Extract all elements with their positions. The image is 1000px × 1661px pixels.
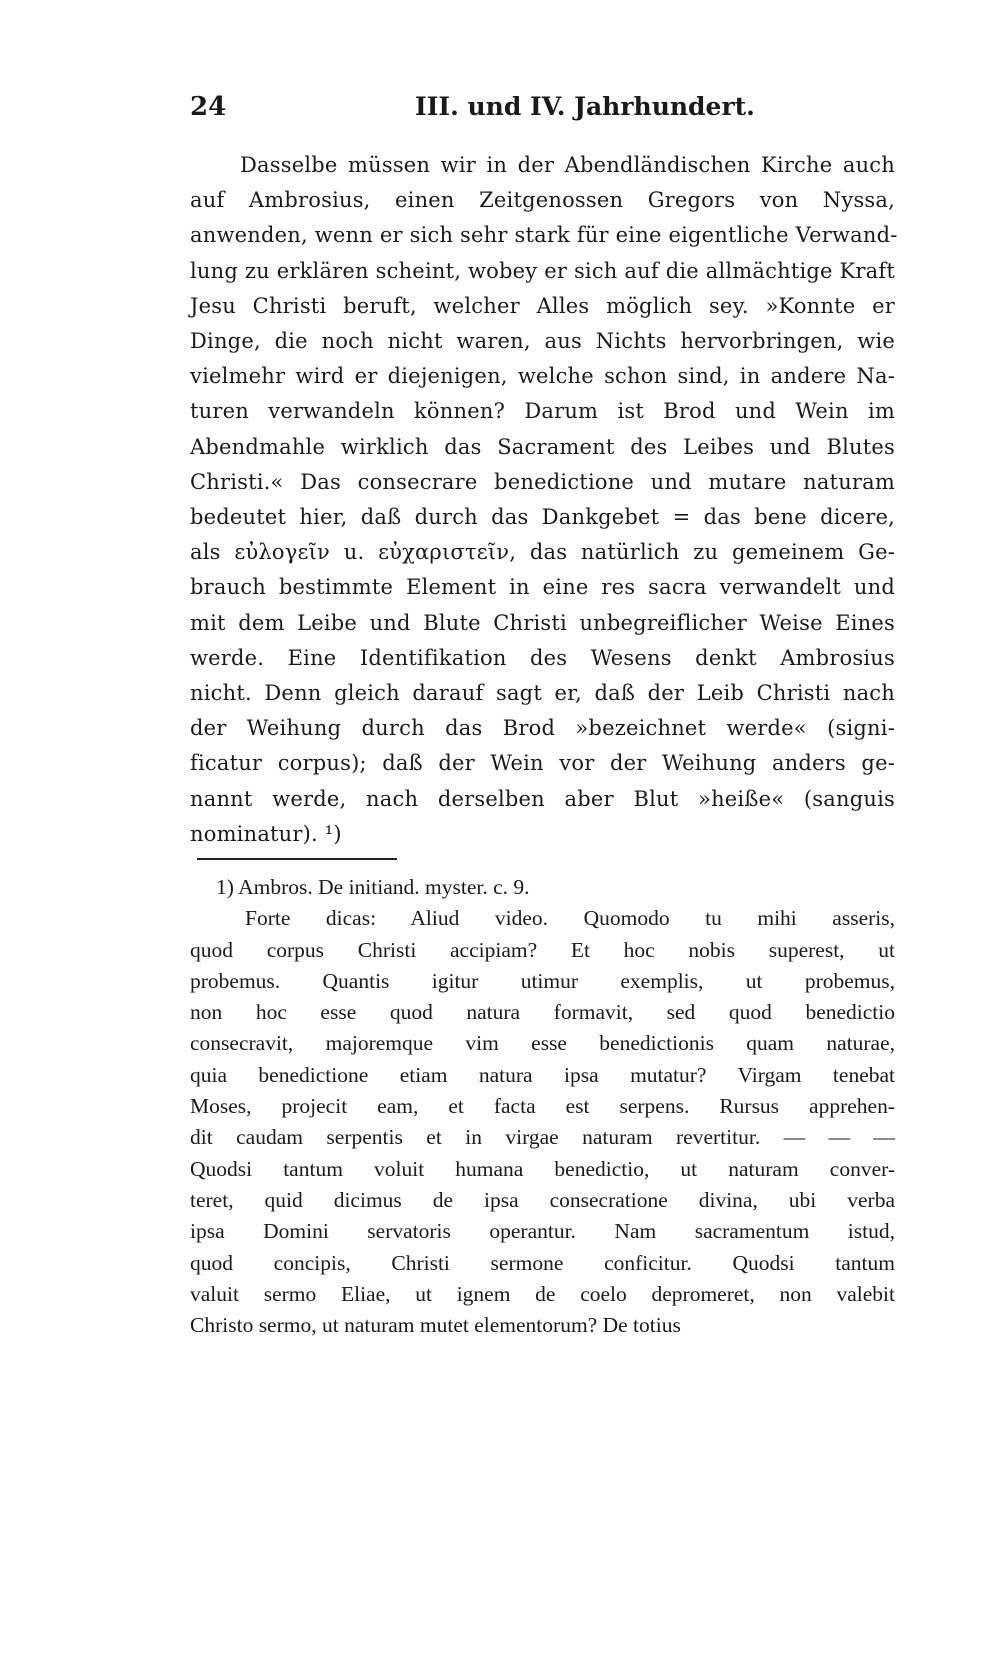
- text-line: werde. Eine Identifikation des Wesens denkt Ambrosius: [190, 645, 895, 670]
- footnote-line: quod corpus Christi accipiam? Et hoc nobis superest, ut: [190, 937, 895, 962]
- text-line: Dinge, die noch nicht waren, aus Nichts hervorbringen, wie: [190, 329, 895, 354]
- text-line: turen verwandeln können? Darum ist Brod und Wein im: [190, 399, 895, 424]
- text-line: der Weihung durch das Brod »bezeichnet werde« (signi-: [190, 716, 895, 741]
- footnote-line: quod concipis, Christi sermone conficitur. Quodsi tantum: [190, 1250, 895, 1275]
- text-line: auf Ambrosius, einen Zeitgenossen Gregors von Nyssa,: [190, 188, 895, 213]
- footnote-line: non hoc esse quod natura formavit, sed quod benedictio: [190, 1000, 895, 1025]
- footnote: [190, 872, 895, 1341]
- footnote-line: Forte dicas: Aliud video. Quomodo tu mihi asseris,: [245, 906, 895, 931]
- footnote-line: valuit sermo Eliae, ut ignem de coelo depromeret, non valebit: [190, 1281, 895, 1306]
- main-text: [190, 148, 898, 852]
- text-line: ficatur corpus); daß der Wein vor der Weihung anders ge-: [190, 751, 895, 776]
- footnote-line: teret, quid dicimus de ipsa consecratione divina, ubi verba: [190, 1187, 895, 1212]
- text-line: Christi.« Das consecrare benedictione und mutare naturam: [190, 469, 895, 494]
- text-line: vielmehr wird er diejenigen, welche schon sind, in andere Na-: [190, 364, 895, 389]
- text-line: anwenden, wenn er sich sehr stark für eine eigentliche Verwand-: [190, 223, 898, 248]
- text-line: brauch bestimmte Element in eine res sacra verwandelt und: [190, 575, 895, 600]
- text-line: Abendmahle wirklich das Sacrament des Leibes und Blutes: [190, 434, 895, 459]
- text-line: nominatur). ¹): [190, 821, 342, 846]
- footnote-line: probemus. Quantis igitur utimur exemplis, ut probemus,: [190, 968, 895, 993]
- footnote-line: consecravit, majoremque vim esse benedictionis quam naturae,: [190, 1031, 895, 1056]
- footnote-line: Christo sermo, ut naturam mutet elementorum? De totius: [190, 1313, 681, 1338]
- footnote-rule: [197, 858, 397, 860]
- page-header: [190, 92, 890, 132]
- footnote-line: Moses, projecit eam, et facta est serpens. Rursus apprehen-: [190, 1094, 895, 1119]
- text-line: nannt werde, nach derselben aber Blut »heiße« (sanguis: [190, 786, 895, 811]
- text-line: Dasselbe müssen wir in der Abendländischen Kirche auch: [240, 153, 895, 177]
- footnote-reference: 1) Ambros. De initiand. myster. c. 9.: [216, 875, 530, 899]
- footnote-line: Quodsi tantum voluit humana benedictio, ut naturam conver-: [190, 1156, 895, 1181]
- footnote-line: ipsa Domini servatoris operantur. Nam sacramentum istud,: [190, 1219, 895, 1244]
- footnote-line: dit caudam serpentis et in virgae naturam revertitur. — — —: [190, 1125, 895, 1150]
- text-line: nicht. Denn gleich darauf sagt er, daß der Leib Christi nach: [190, 681, 895, 706]
- text-line: bedeutet hier, daß durch das Dankgebet = das bene dicere,: [190, 505, 895, 530]
- text-line: Jesu Christi beruft, welcher Alles möglich sey. »Konnte er: [190, 293, 895, 318]
- footnote-line: quia benedictione etiam natura ipsa mutatur? Virgam tenebat: [190, 1062, 895, 1087]
- running-head: III. und IV. Jahrhundert.: [415, 92, 755, 121]
- text-line: mit dem Leibe und Blute Christi unbegreiflicher Weise Eines: [190, 610, 895, 635]
- text-line: als εὐλογεῖν u. εὐχαριστεῖν, das natürlich zu gemeinem Ge-: [190, 540, 895, 565]
- text-line: lung zu erklären scheint, wobey er sich auf die allmächtige Kraft: [190, 258, 895, 283]
- page-number: 24: [190, 92, 227, 122]
